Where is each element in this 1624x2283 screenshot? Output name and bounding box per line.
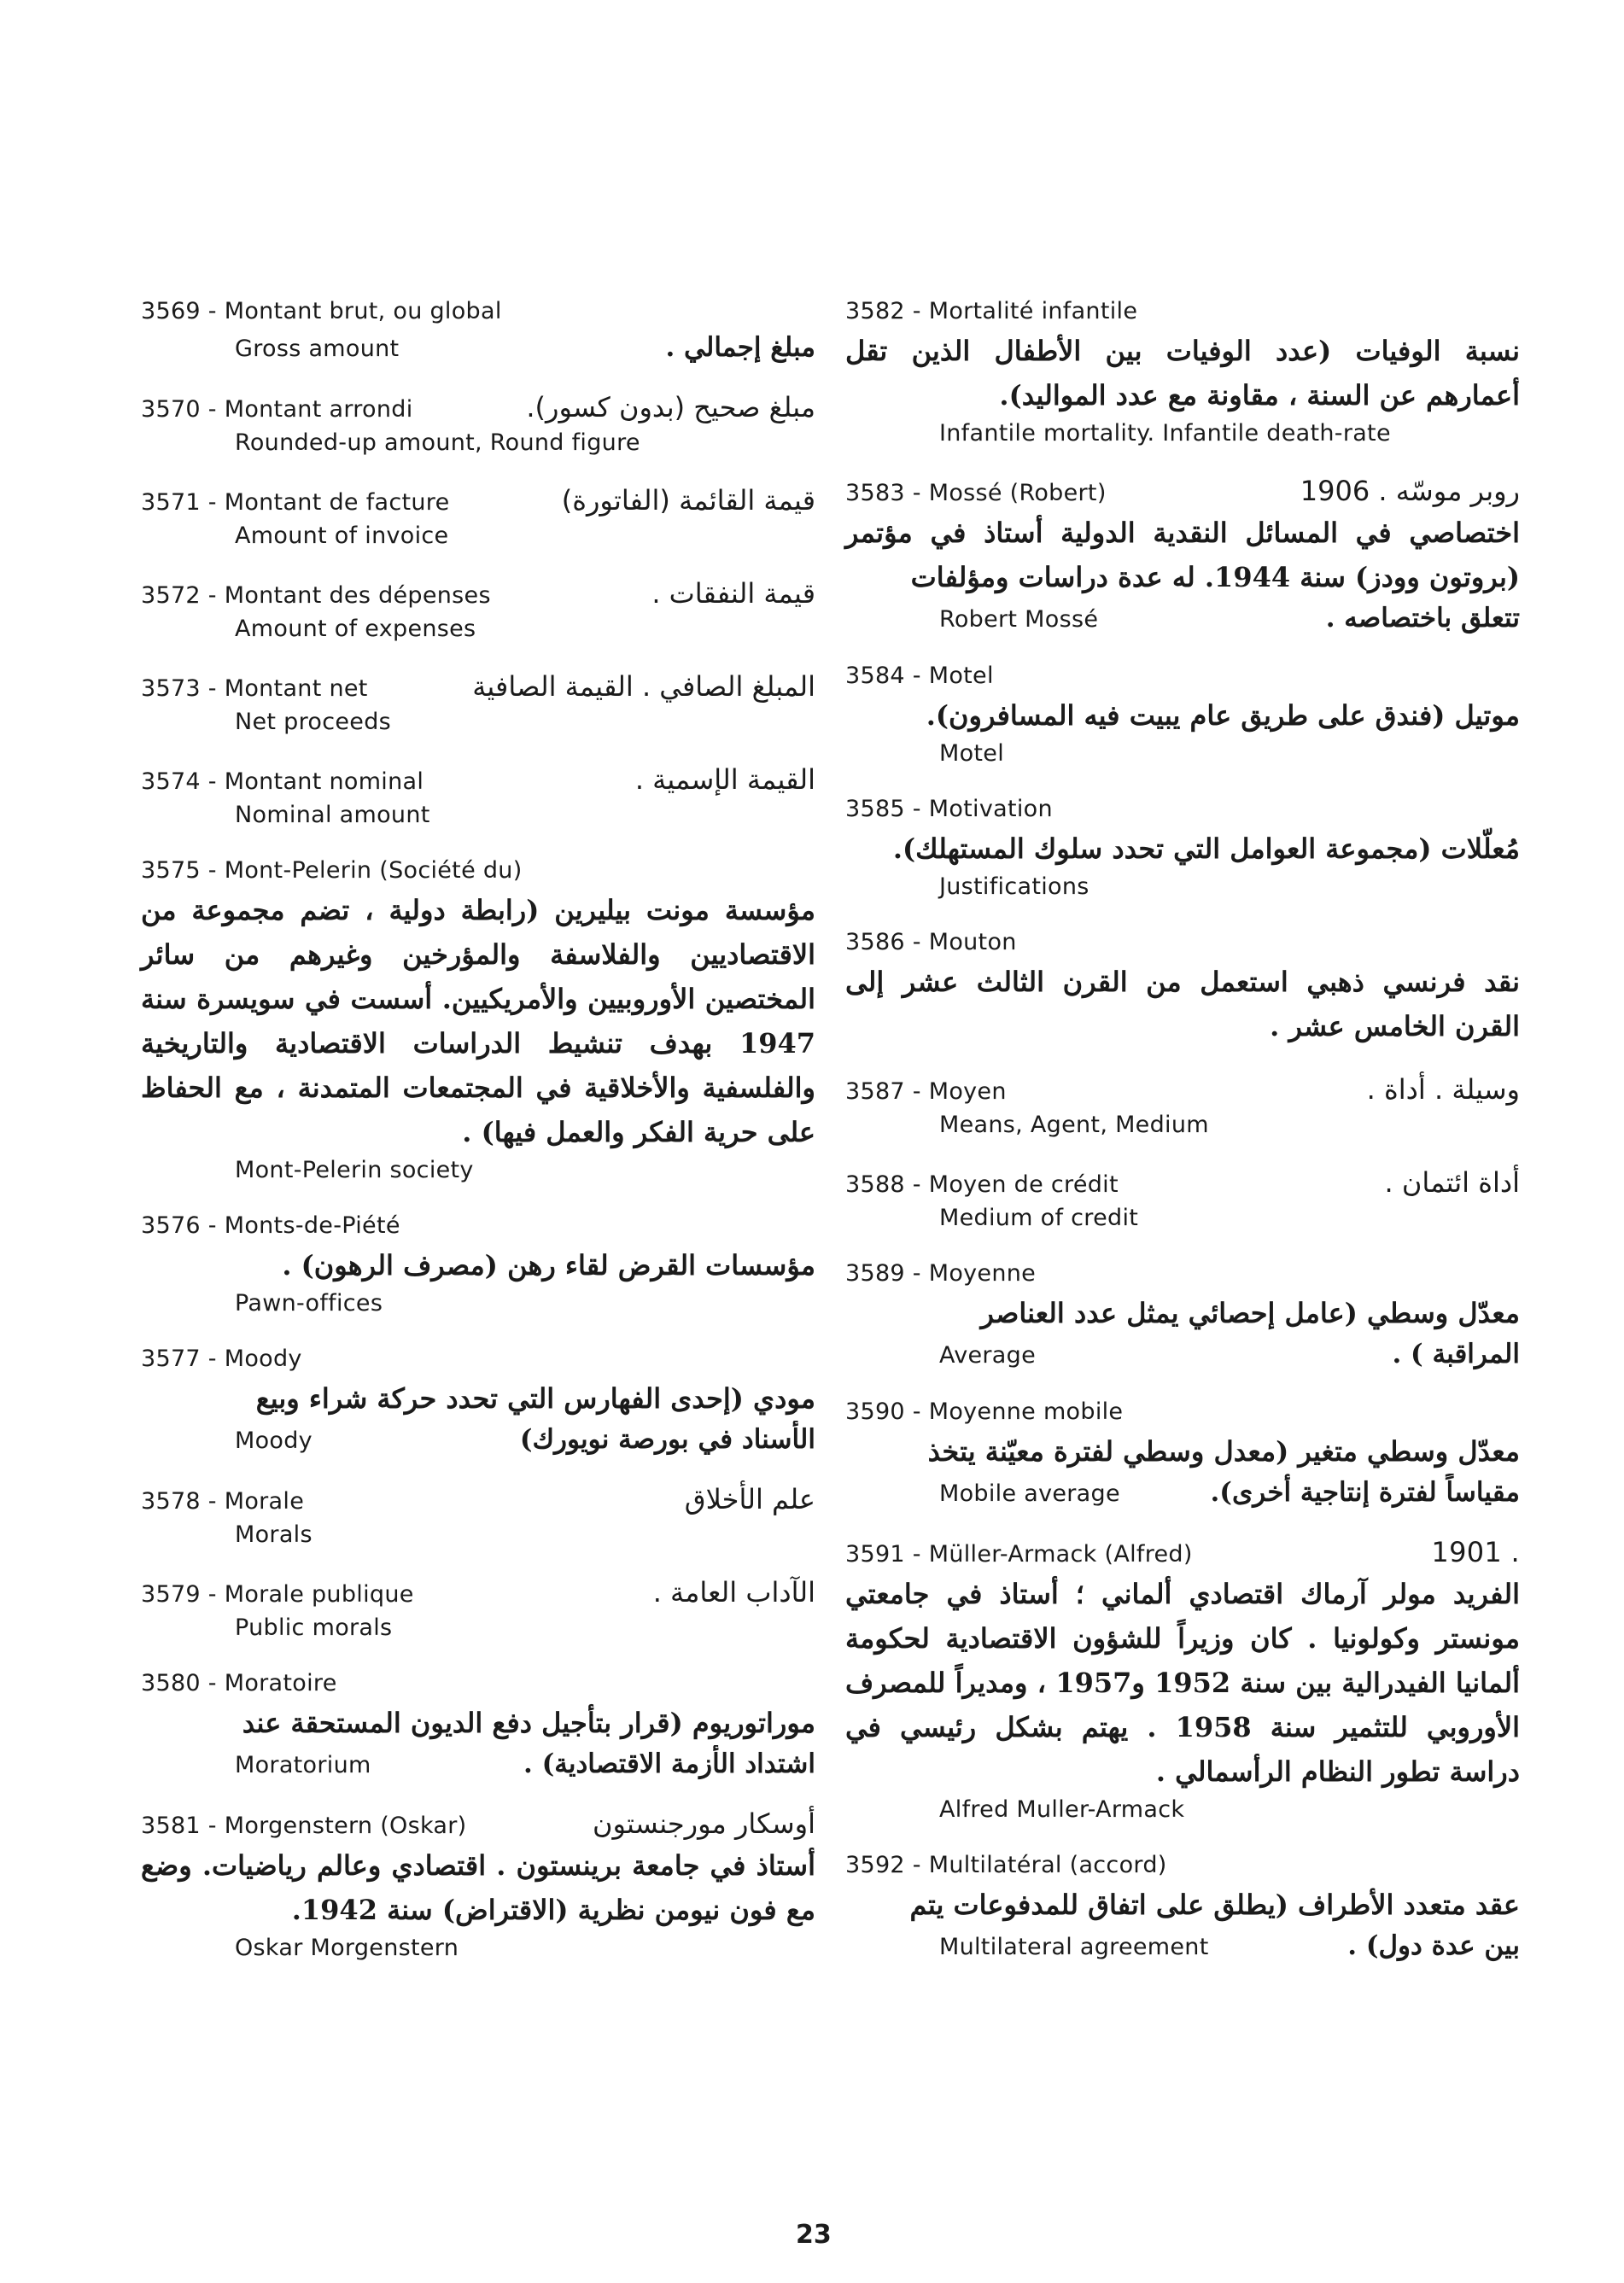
english-term: Public morals bbox=[235, 1614, 393, 1641]
english-term: Mobile average bbox=[939, 1480, 1120, 1507]
entry-3589 bbox=[845, 1257, 1520, 1373]
arabic-definition: مُعلّلات (مجموعة العوامل التي تحدد سلوك المستهلك). bbox=[892, 832, 1520, 865]
english-term: Pawn-offices bbox=[235, 1290, 383, 1317]
arabic-term: المبلغ الصافي . القيمة الصافية bbox=[472, 670, 815, 703]
entry-translation bbox=[141, 329, 815, 366]
entry-head: 3589 - Moyenne bbox=[845, 1260, 1037, 1287]
english-term: Means, Agent, Medium bbox=[939, 1112, 1209, 1138]
english-term: Mont-Pelerin society bbox=[235, 1157, 474, 1183]
arabic-definition: معدّل وسطي متغير (معدل وسطي لفترة معيّنة يتخذ bbox=[927, 1435, 1520, 1468]
arabic-definition: نقد فرنسي ذهبي استعمل من القرن الثالث عشر إلى القرن الخامس عشر . bbox=[845, 966, 1520, 1042]
entry-head: 3575 - Mont-Pelerin (Société du) bbox=[141, 857, 523, 884]
english-term: Amount of invoice bbox=[235, 523, 449, 549]
arabic-definition: مؤسسة مونت بيليرين (رابطة دولية ، تضم مجموعة من الاقتصاديين والفلاسفة والمؤرخين وغيرهم من سائر المختصين الأوروبيين والأمريكيين. أسست في سويسرة سنة 1947 بهدف تنشيط الدراسات الاقتصادية والتاريخية والفلسفية والأخلاقية في المجتمعات المتمدنة ، مع الحفاظ على حرية الفكر والعمل فيها) . bbox=[141, 894, 815, 1148]
entry-3592 bbox=[845, 1848, 1520, 1965]
arabic-definition-end: الأسناد في بورصة نويورك) bbox=[519, 1424, 815, 1455]
entry-3584 bbox=[845, 659, 1520, 770]
entry-translation bbox=[845, 1335, 1520, 1373]
entry-3587 bbox=[845, 1071, 1520, 1142]
entry-3573 bbox=[141, 668, 815, 739]
english-term: Nominal amount bbox=[235, 802, 430, 828]
arabic-term: . 1901 bbox=[1431, 1536, 1520, 1568]
entry-3569 bbox=[141, 295, 815, 366]
arabic-term: علم الأخلاق bbox=[684, 1483, 815, 1515]
entry-head: 3570 - Montant arrondi مبلغ صحيح (بدون كسور). bbox=[141, 388, 815, 427]
english-term: Morals bbox=[235, 1521, 313, 1548]
entry-3577 bbox=[141, 1342, 815, 1458]
english-term: Moody bbox=[235, 1428, 313, 1454]
arabic-term: مبلغ صحيح (بدون كسور). bbox=[526, 391, 815, 423]
entry-head: 3579 - Morale publique الآداب العامة . bbox=[141, 1574, 815, 1612]
arabic-definition: نسبة الوفيات (عدد الوفيات بين الأطفال الذين تقل أعمارهم عن السنة ، مقاونة مع عدد المواليد). bbox=[845, 335, 1520, 412]
english-term: Gross amount bbox=[235, 336, 400, 362]
english-term: Rounded-up amount, Round figure bbox=[235, 429, 640, 456]
english-term: Robert Mossé bbox=[939, 606, 1099, 633]
english-term: Amount of expenses bbox=[235, 616, 476, 642]
entry-3578 bbox=[141, 1480, 815, 1551]
entry-head: 3587 - Moyen وسيلة . أداة . bbox=[845, 1071, 1520, 1109]
english-term: Multilateral agreement bbox=[939, 1934, 1209, 1960]
arabic-definition: مؤسسات القرض لقاء رهن (مصرف الرهون) . bbox=[282, 1249, 815, 1282]
english-term: Average bbox=[939, 1342, 1036, 1369]
entry-3590 bbox=[845, 1395, 1520, 1511]
entry-3582 bbox=[845, 295, 1520, 450]
arabic-definition-end: تتعلق باختصاصه . bbox=[1325, 603, 1520, 634]
arabic-definition: موراتوريوم (قرار بتأجيل دفع الديون المستحقة عند bbox=[242, 1707, 815, 1739]
left-column bbox=[141, 295, 815, 1987]
entry-3586 bbox=[845, 925, 1520, 1048]
english-term: Medium of credit bbox=[939, 1205, 1139, 1231]
arabic-definition: أستاذ في جامعة برينستون . اقتصادي وعالم رياضيات. وضع مع فون نيومن نظرية (الاقتراض) سنة 1942. bbox=[141, 1849, 815, 1926]
entry-head: 3571 - Montant de facture قيمة القائمة (الفاتورة) bbox=[141, 482, 815, 520]
arabic-term: قيمة القائمة (الفاتورة) bbox=[561, 484, 815, 517]
entry-3588 bbox=[845, 1164, 1520, 1235]
entry-3574 bbox=[141, 761, 815, 832]
entry-head: 3585 - Motivation bbox=[845, 796, 1053, 822]
entry-head: 3592 - Multilatéral (accord) bbox=[845, 1852, 1167, 1878]
arabic-definition: اختصاصي في المسائل النقدية الدولية أستاذ في مؤتمر (بروتون وودز) سنة 1944. له عدة دراسات ومؤلفات bbox=[845, 517, 1520, 593]
entry-head: 3591 - Müller-Armack (Alfred) . 1901 bbox=[845, 1533, 1520, 1572]
english-term: Motel bbox=[939, 740, 1005, 767]
arabic-term: الآداب العامة . bbox=[652, 1576, 815, 1609]
entry-3575 bbox=[141, 854, 815, 1187]
entry-3580 bbox=[141, 1667, 815, 1783]
arabic-term: قيمة النفقات . bbox=[651, 577, 815, 610]
arabic-definition: معدّل وسطي (عامل إحصائي يمثل عدد العناصر bbox=[980, 1297, 1520, 1329]
entry-translation bbox=[845, 599, 1520, 637]
arabic-definition: مودي (إحدى الفهارس التي تحدد حركة شراء وبيع bbox=[255, 1382, 815, 1415]
page-number: 23 bbox=[796, 2220, 832, 2250]
entry-head: 3583 - Mossé (Robert) روبر موسّه . 1906 bbox=[845, 472, 1520, 511]
english-term: Net proceeds bbox=[235, 709, 392, 735]
entry-head: 3578 - Morale علم الأخلاق bbox=[141, 1480, 815, 1519]
entry-3576 bbox=[141, 1209, 815, 1320]
arabic-definition-end: المراقبة ) . bbox=[1392, 1339, 1520, 1369]
entry-3585 bbox=[845, 792, 1520, 903]
entry-head: 3569 - Montant brut, ou global bbox=[141, 298, 502, 324]
arabic-definition: موتيل (فندق على طريق عام يبيت فيه المسافرون). bbox=[926, 699, 1520, 732]
entry-3591 bbox=[845, 1533, 1520, 1826]
entry-head: 3573 - Montant net المبلغ الصافي . القيمة الصافية bbox=[141, 668, 815, 706]
entry-head: 3588 - Moyen de crédit أداة ائتمان . bbox=[845, 1164, 1520, 1202]
arabic-term: أداة ائتمان . bbox=[1384, 1166, 1520, 1199]
english-term: Justifications bbox=[939, 873, 1089, 900]
english-term: Infantile mortality. Infantile death-rate bbox=[939, 420, 1391, 447]
arabic-definition-end: بين عدة دول) . bbox=[1347, 1930, 1520, 1961]
arabic-term: وسيلة . أداة . bbox=[1366, 1073, 1520, 1106]
arabic-definition-end: اشتداد الأزمة الاقتصادية) . bbox=[523, 1749, 815, 1779]
english-term: Moratorium bbox=[235, 1752, 371, 1778]
entry-translation bbox=[845, 1927, 1520, 1965]
entry-3571 bbox=[141, 482, 815, 552]
entry-3572 bbox=[141, 575, 815, 645]
arabic-term: روبر موسّه . 1906 bbox=[1300, 475, 1520, 507]
arabic-term: مبلغ إجمالي . bbox=[665, 332, 815, 363]
arabic-term: القيمة الإسمية . bbox=[634, 763, 815, 796]
entry-3583 bbox=[845, 472, 1520, 637]
entry-translation bbox=[141, 1421, 815, 1458]
arabic-definition-end: مقياساً لفترة إنتاجية أخرى). bbox=[1210, 1477, 1520, 1508]
entry-translation bbox=[845, 1474, 1520, 1511]
entry-head: 3584 - Motel bbox=[845, 663, 994, 689]
entry-head: 3572 - Montant des dépenses قيمة النفقات . bbox=[141, 575, 815, 613]
entry-head: 3577 - Moody bbox=[141, 1346, 302, 1372]
entry-head: 3586 - Mouton bbox=[845, 929, 1017, 955]
entry-head: 3580 - Moratoire bbox=[141, 1670, 337, 1696]
entry-head: 3576 - Monts-de-Piété bbox=[141, 1212, 400, 1239]
entry-3570 bbox=[141, 388, 815, 459]
right-column bbox=[845, 295, 1520, 1987]
arabic-definition: عقد متعدد الأطراف (يطلق على اتفاق للمدفوعات يتم bbox=[909, 1889, 1520, 1921]
arabic-term: أوسكار مورجنستون bbox=[593, 1807, 815, 1840]
entry-head: 3581 - Morgenstern (Oskar) أوسكار مورجنستون bbox=[141, 1805, 815, 1843]
entry-3581 bbox=[141, 1805, 815, 1965]
entry-head: 3590 - Moyenne mobile bbox=[845, 1398, 1124, 1425]
entry-head: 3574 - Montant nominal القيمة الإسمية . bbox=[141, 761, 815, 799]
english-term: Oskar Morgenstern bbox=[235, 1935, 459, 1961]
entry-head: 3582 - Mortalité infantile bbox=[845, 298, 1138, 324]
arabic-definition: الفريد مولر آرماك اقتصادي ألماني ؛ أستاذ في جامعتي مونستر وكولونيا . كان وزيراً للشؤون الاقتصادية لحكومة ألمانيا الفيدرالية بين سنة 1952 و1957 ، ومديراً للمصرف الأوروبي للتثمير سنة 1958 . يهتم بشكل رئيسي في دراسة تطور النظام الرأسمالي . bbox=[845, 1578, 1521, 1788]
entry-3579 bbox=[141, 1574, 815, 1644]
entry-translation bbox=[141, 1745, 815, 1783]
english-term: Alfred Muller-Armack bbox=[939, 1796, 1185, 1823]
